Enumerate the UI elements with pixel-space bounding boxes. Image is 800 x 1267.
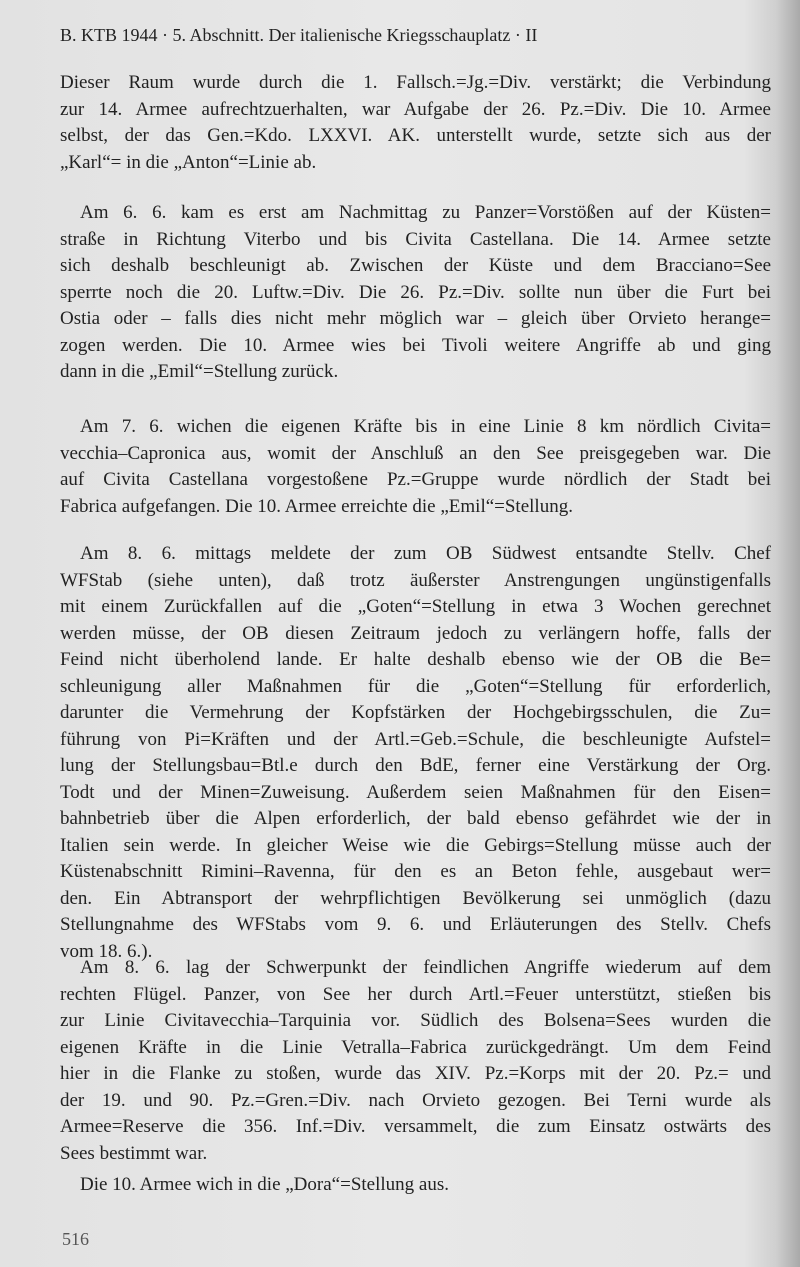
text-line: Ostia oder – falls dies nicht mehr möglich war – gleich über Orvieto herange= [60, 308, 771, 329]
paragraph [60, 1172, 771, 1199]
text-line: Todt und der Minen=Zuweisung. Außerdem seien Maßnahmen für den Eisen= [60, 781, 771, 803]
text-line: rechten Flügel. Panzer, von See her durch Artl.=Feuer unterstützt, stießen bis [60, 983, 771, 1005]
text-line: WFStab (siehe unten), daß trotz äußerster Anstrengungen ungünstigenfalls [60, 569, 771, 591]
text-line: hier in die Flanke zu stoßen, wurde das XIV. Pz.=Korps mit der 20. Pz.= und [60, 1063, 771, 1084]
text-line: Am 7. 6. wichen die eigenen Kräfte bis in eine Linie 8 km nördlich Civita= [80, 416, 771, 437]
running-header: B. KTB 1944 · 5. Abschnitt. Der italienische Kriegsschauplatz · II [60, 25, 538, 45]
text-line: Am 8. 6. lag der Schwerpunkt der feindlichen Angriffe wiederum auf dem [80, 957, 771, 978]
text-line: darunter die Vermehrung der Kopfstärken der Hochgebirgsschulen, die Zu= [60, 702, 771, 723]
text-line: bahnbetrieb über die Alpen erforderlich, der bald ebenso gefährdet wie der in [60, 808, 771, 829]
text-line: der 19. und 90. Pz.=Gren.=Div. nach Orvieto gezogen. Bei Terni wurde als [60, 1089, 771, 1111]
text-line: dann in die „Emil“=Stellung zurück. [60, 361, 339, 382]
paragraph [60, 70, 771, 176]
text-line: Die 10. Armee wich in die „Dora“=Stellung aus. [80, 1174, 449, 1195]
paragraph [60, 955, 771, 1167]
page-number: 516 [62, 1229, 89, 1249]
text-line: Fabrica aufgefangen. Die 10. Armee erreichte die „Emil“=Stellung. [60, 495, 573, 517]
text-line: straße in Richtung Viterbo und bis Civita Castellana. Die 14. Armee setzte [60, 228, 771, 250]
text-line: Küstenabschnitt Rimini–Ravenna, für den es an Beton fehle, ausgebaut wer= [60, 861, 771, 882]
text-line: den. Ein Abtransport der wehrpflichtigen Bevölkerung sei unmöglich (dazu [60, 887, 771, 909]
text-line: Am 8. 6. mittags meldete der zum OB Südwest entsandte Stellv. Chef [80, 543, 771, 564]
text-line: zogen werden. Die 10. Armee wies bei Tivoli weitere Angriffe ab und ging [60, 334, 771, 356]
text-line: Am 6. 6. kam es erst am Nachmittag zu Panzer=Vorstößen auf der Küsten= [80, 202, 771, 223]
text-line: sich deshalb beschleunigt ab. Zwischen der Küste und dem Bracciano=See [60, 255, 771, 276]
text-line: vecchia–Capronica aus, womit der Anschluß an den See preisgegeben war. Die [60, 442, 771, 464]
text-line: vom 18. 6.). [60, 940, 153, 962]
paragraph [60, 200, 771, 386]
text-line: selbst, der das Gen.=Kdo. LXXVI. AK. unterstellt wurde, setzte sich aus der [60, 125, 771, 146]
text-line: Stellungnahme des WFStabs vom 9. 6. und Erläuterungen des Stellv. Chefs [60, 914, 771, 935]
text-line: eigenen Kräfte in die Linie Vetralla–Fabrica zurückgedrängt. Um dem Feind [60, 1036, 771, 1058]
text-line: lung der Stellungsbau=Btl.e durch den BdE, ferner eine Verstärkung der Org. [60, 755, 771, 776]
text-line: Sees bestimmt war. [60, 1142, 208, 1164]
text-line: Dieser Raum wurde durch die 1. Fallsch.=Jg.=Div. verstärkt; die Verbindung [60, 72, 771, 93]
text-line: sperrte noch die 20. Luftw.=Div. Die 26. Pz.=Div. sollte nun über die Furt bei [60, 281, 771, 303]
text-line: Feind nicht überholend lande. Er halte deshalb ebenso wie der OB die Be= [60, 649, 771, 670]
text-line: zur 14. Armee aufrechtzuerhalten, war Aufgabe der 26. Pz.=Div. Die 10. Armee [60, 98, 771, 120]
text-line: werden müsse, der OB diesen Zeitraum jedoch zu verlängern hoffe, falls der [60, 622, 771, 644]
paragraph [60, 541, 771, 965]
text-line: Italien sein werde. In gleicher Weise wie die Gebirgs=Stellung müsse auch der [60, 834, 771, 856]
text-line: schleunigung aller Maßnahmen für die „Goten“=Stellung für erforderlich, [60, 675, 771, 697]
text-line: zur Linie Civitavecchia–Tarquinia vor. Südlich des Bolsena=Sees wurden die [60, 1010, 771, 1031]
text-line: auf Civita Castellana vorgestoßene Pz.=Gruppe wurde nördlich der Stadt bei [60, 469, 771, 490]
text-line: führung von Pi=Kräften und der Artl.=Geb.=Schule, die beschleunigte Aufstel= [60, 728, 771, 750]
text-line: mit einem Zurückfallen auf die „Goten“=Stellung in etwa 3 Wochen gerechnet [60, 596, 771, 617]
text-line: Armee=Reserve die 356. Inf.=Div. versammelt, die zum Einsatz ostwärts des [60, 1116, 771, 1137]
paragraph [60, 414, 771, 520]
text-line: „Karl“= in die „Anton“=Linie ab. [60, 151, 317, 173]
